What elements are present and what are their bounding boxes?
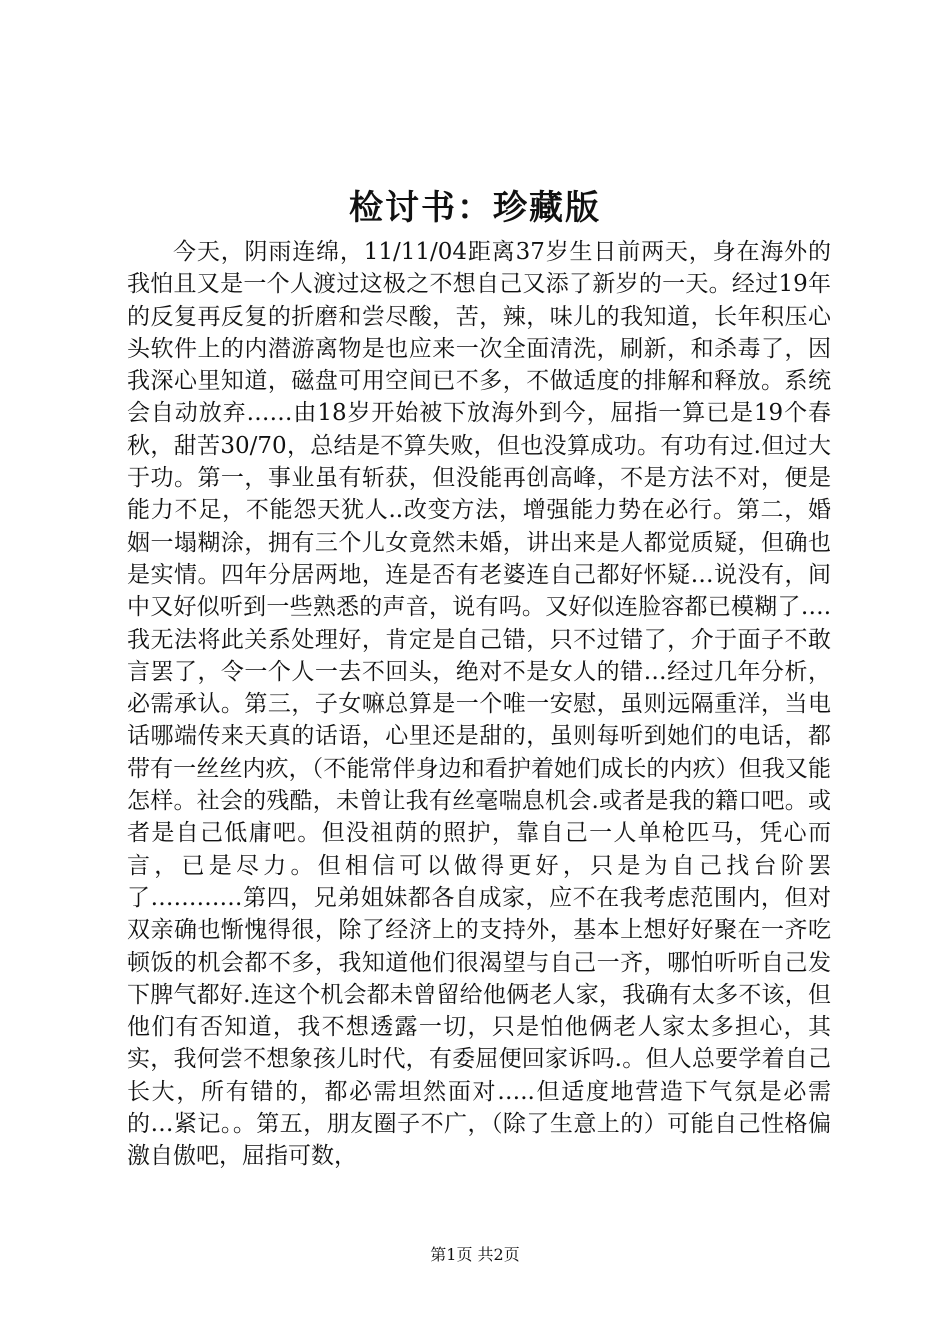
document-body-paragraph: 今天，阴雨连绵，11/11/04距离37岁生日前两天，身在海外的我怕且又是一个人渡过这极之不想自己又添了新岁的一天。经过19年的反复再反复的折磨和尝尽酸，苦，辣，味儿的我知道，长年积压心头软件上的内潜游离物是也应来一次全面清洗，刷新，和杀毒了，因我深心里知道，磁盘可用空间已不多，不做适度的排解和释放。系统会自动放弃……由18岁开始被下放海外到今，屈指一算已是19个春秋，甜苦30/70，总结是不算失败，但也没算成功。有功有过.但过大于功。第一，事业虽有斩获，但没能再创高峰，不是方法不对，便是能力不足，不能怨天犹人..改变方法，增强能力势在必行。第二，婚姻一塌糊涂，拥有三个儿女竟然未婚，讲出来是人都觉质疑，但确也是实情。四年分居两地，连是否有老婆连自己都好怀疑…说没有，间中又好似听到一些熟悉的声音，说有吗。又好似连脸容都已模糊了….我无法将此关系处理好，肯定是自己错，只不过错了，介于面子不敢言罢了，令一个人一去不回头，绝对不是女人的错…经过几年分析，必需承认。第三，子女嘛总算是一个唯一安慰，虽则远隔重洋，当电话哪端传来天真的话语，心里还是甜的，虽则每听到她们的电话，都带有一丝丝内疚，（不能常伴身边和看护着她们成长的内疚）但我又能怎样。社会的残酷，未曾让我有丝毫喘息机会.或者是我的籍口吧。或者是自己低庸吧。但没祖荫的照护，靠自己一人单枪匹马，凭心而言，已是尽力。但相信可以做得更好，只是为自己找台阶罢了…………第四，兄弟姐妹都各自成家，应不在我考虑范围内，但对双亲确也惭愧得很，除了经济上的支持外，基本上想好好聚在一齐吃顿饭的机会都不多，我知道他们很渴望与自己一齐，哪怕听听自己发下脾气都好.连这个机会都未曾留给他俩老人家，我确有太多不该，但他们有否知道，我不想透露一切，只是怕他俩老人家太多担心，其实，我何尝不想象孩儿时代，有委屈便回家诉吗.。但人总要学着自己长大，所有错的，都必需坦然面对…..但适度地营造下气氛是必需的…紧记。。第五，朋友圈子不广，（除了生意上的）可能自己性格偏激自傲吧，屈指可数， (127, 239, 831, 1170)
document-title: 检讨书：珍藏版 (349, 188, 601, 228)
page-number-footer: 第1页 共2页 (430, 1245, 520, 1264)
